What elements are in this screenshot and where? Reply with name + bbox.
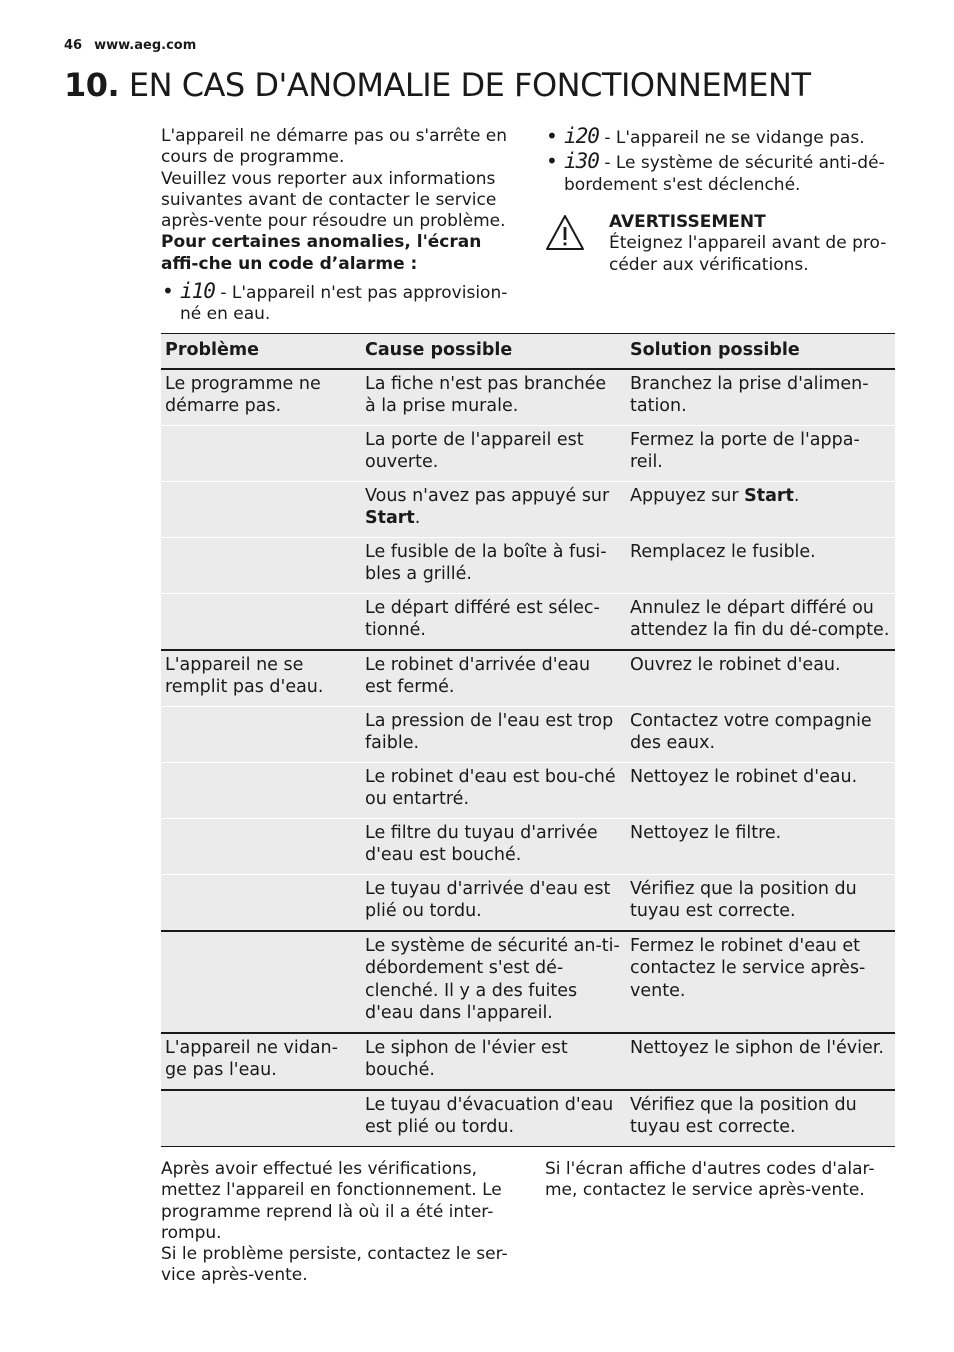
alarm-code-text: - Le système de sécurité anti-dé-bordement s'est déclenché. bbox=[564, 153, 885, 195]
solution-cell: Fermez la porte de l'appa-reil. bbox=[626, 425, 895, 481]
solution-cell: Appuyez sur Start. bbox=[626, 481, 895, 537]
alarm-code-item bbox=[161, 281, 516, 326]
cause-cell: Le fusible de la boîte à fusi-bles a grillé. bbox=[361, 537, 626, 593]
intro-column bbox=[161, 126, 516, 326]
table-row bbox=[161, 931, 895, 1033]
solution-cell: Remplacez le fusible. bbox=[626, 537, 895, 593]
cause-cell: Le départ différé est sélec-tionné. bbox=[361, 593, 626, 650]
section-title-text: EN CAS D'ANOMALIE DE FONCTIONNEMENT bbox=[128, 66, 811, 104]
solution-cell: Vérifiez que la position du tuyau est correcte. bbox=[626, 1090, 895, 1147]
problem-cell: L'appareil ne vidan-ge pas l'eau. bbox=[161, 1033, 361, 1090]
troubleshooting-table bbox=[161, 333, 895, 1147]
solution-cell: Branchez la prise d'alimen-tation. bbox=[626, 369, 895, 426]
warning-heading: AVERTISSEMENT bbox=[609, 212, 766, 232]
problem-cell bbox=[161, 818, 361, 874]
cause-cell: Le robinet d'eau est bou-ché ou entartré. bbox=[361, 762, 626, 818]
problem-cell bbox=[161, 1090, 361, 1147]
alarm-codes-column bbox=[545, 126, 895, 196]
solution-cell: Vérifiez que la position du tuyau est correcte. bbox=[626, 874, 895, 931]
problem-cell bbox=[161, 706, 361, 762]
cause-cell: La fiche n'est pas branchée à la prise murale. bbox=[361, 369, 626, 426]
alarm-code-text: - L'appareil n'est pas approvision-né en eau. bbox=[180, 283, 508, 325]
problem-cell bbox=[161, 762, 361, 818]
solution-cell: Nettoyez le filtre. bbox=[626, 818, 895, 874]
warning-triangle-icon bbox=[545, 214, 585, 252]
cause-cell: Le robinet d'arrivée d'eau est fermé. bbox=[361, 650, 626, 707]
solution-cell: Nettoyez le siphon de l'évier. bbox=[626, 1033, 895, 1090]
problem-cell bbox=[161, 931, 361, 1033]
solution-cell: Fermez le robinet d'eau et contactez le service après-vente. bbox=[626, 931, 895, 1033]
table-row bbox=[161, 762, 895, 818]
table-row bbox=[161, 1033, 895, 1090]
table-row bbox=[161, 481, 895, 537]
cause-cell: Le système de sécurité an-ti-débordement s'est dé-clenché. Il y a des fuites d'eau dans l'appareil. bbox=[361, 931, 626, 1033]
alarm-code: i30 bbox=[564, 149, 599, 174]
cause-cell: Le tuyau d'évacuation d'eau est plié ou tordu. bbox=[361, 1090, 626, 1147]
solution-cell: Annulez le départ différé ou attendez la fin du dé-compte. bbox=[626, 593, 895, 650]
alarm-code: i10 bbox=[180, 279, 215, 304]
problem-cell bbox=[161, 537, 361, 593]
page-number: 46 bbox=[64, 38, 83, 53]
solution-cell: Ouvrez le robinet d'eau. bbox=[626, 650, 895, 707]
table-row bbox=[161, 1090, 895, 1147]
cause-cell: Le tuyau d'arrivée d'eau est plié ou tordu. bbox=[361, 874, 626, 931]
website-url: www.aeg.com bbox=[94, 38, 197, 53]
problem-cell bbox=[161, 874, 361, 931]
footer-left-column bbox=[161, 1159, 516, 1287]
section-number: 10. bbox=[64, 66, 120, 104]
alarm-code-item bbox=[545, 151, 895, 196]
alarm-code-text: - L'appareil ne se vidange pas. bbox=[598, 128, 865, 148]
table-row bbox=[161, 650, 895, 707]
warning-text: Éteignez l'appareil avant de pro-céder aux vérifications. bbox=[609, 233, 887, 275]
solution-cell: Nettoyez le robinet d'eau. bbox=[626, 762, 895, 818]
table-row bbox=[161, 537, 895, 593]
alarm-code-item bbox=[545, 126, 895, 149]
header-cause: Cause possible bbox=[361, 334, 626, 369]
alarm-code: i20 bbox=[564, 124, 599, 148]
table-row bbox=[161, 425, 895, 481]
table-row bbox=[161, 369, 895, 426]
problem-cell bbox=[161, 481, 361, 537]
page-header bbox=[64, 38, 196, 53]
table-row bbox=[161, 706, 895, 762]
intro-paragraph-3: Pour certaines anomalies, l'écran affi-che un code d’alarme : bbox=[161, 232, 482, 274]
footer-paragraph-2: Si le problème persiste, contactez le ser-vice après-vente. bbox=[161, 1244, 508, 1286]
table-row bbox=[161, 874, 895, 931]
footer-paragraph-1: Après avoir effectué les vérifications, mettez l'appareil en fonctionnement. Le programme reprend là où il a été inter-rompu. bbox=[161, 1159, 502, 1243]
solution-cell: Contactez votre compagnie des eaux. bbox=[626, 706, 895, 762]
footer-right-column: Si l'écran affiche d'autres codes d'alar-me, contactez le service après-vente. bbox=[545, 1159, 875, 1201]
problem-cell bbox=[161, 425, 361, 481]
header-solution: Solution possible bbox=[626, 334, 895, 369]
intro-paragraph-2: Veuillez vous reporter aux informations suivantes avant de contacter le service après-vente pour résoudre un problème. bbox=[161, 168, 506, 232]
cause-cell: Vous n'avez pas appuyé sur Start. bbox=[361, 481, 626, 537]
section-title bbox=[64, 66, 811, 104]
cause-cell: La pression de l'eau est trop faible. bbox=[361, 706, 626, 762]
table-row bbox=[161, 593, 895, 650]
cause-cell: Le siphon de l'évier est bouché. bbox=[361, 1033, 626, 1090]
header-problem: Problème bbox=[161, 334, 361, 369]
intro-paragraph-1: L'appareil ne démarre pas ou s'arrête en cours de programme. bbox=[161, 126, 508, 168]
table-header-row bbox=[161, 334, 895, 369]
cause-cell: La porte de l'appareil est ouverte. bbox=[361, 425, 626, 481]
problem-cell bbox=[161, 593, 361, 650]
problem-cell: L'appareil ne se remplit pas d'eau. bbox=[161, 650, 361, 707]
problem-cell: Le programme ne démarre pas. bbox=[161, 369, 361, 426]
table-row bbox=[161, 818, 895, 874]
cause-cell: Le filtre du tuyau d'arrivée d'eau est bouché. bbox=[361, 818, 626, 874]
